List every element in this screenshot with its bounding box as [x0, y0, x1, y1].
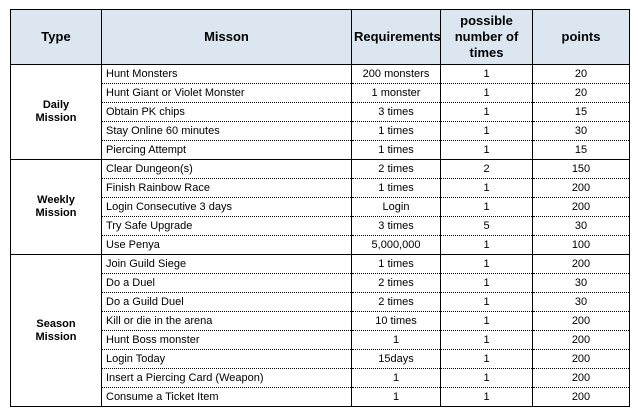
mission-name-cell: Hunt Boss monster [102, 331, 352, 350]
table-row [11, 293, 630, 312]
possible-times-cell: 1 [441, 293, 533, 312]
possible-times-cell: 1 [441, 84, 533, 103]
points-cell: 100 [533, 236, 630, 255]
requirement-cell: 5,000,000 [352, 236, 441, 255]
table-row [11, 369, 630, 388]
points-cell: 150 [533, 160, 630, 179]
points-cell: 200 [533, 179, 630, 198]
mission-type-cell [11, 65, 102, 160]
table-row [11, 122, 630, 141]
requirement-cell: 1 [352, 331, 441, 350]
table-row [11, 217, 630, 236]
header-requirements: Requirements [352, 10, 441, 65]
points-cell: 15 [533, 103, 630, 122]
requirement-cell: 2 times [352, 274, 441, 293]
points-cell: 30 [533, 293, 630, 312]
header-mission: Misson [102, 10, 352, 65]
table-row [11, 179, 630, 198]
mission-name-cell: Use Penya [102, 236, 352, 255]
mission-name-cell: Try Safe Upgrade [102, 217, 352, 236]
mission-type-line-1: Weekly [37, 194, 75, 206]
mission-name-cell: Finish Rainbow Race [102, 179, 352, 198]
requirement-cell: 10 times [352, 312, 441, 331]
possible-times-cell: 1 [441, 122, 533, 141]
requirement-cell: 1 [352, 388, 441, 407]
possible-times-cell: 1 [441, 350, 533, 369]
requirement-cell: 200 monsters [352, 65, 441, 84]
table-row [11, 160, 630, 179]
mission-type-line-2: Mission [35, 207, 77, 219]
table-row [11, 274, 630, 293]
table-row [11, 350, 630, 369]
mission-name-cell: Piercing Attempt [102, 141, 352, 160]
mission-table [10, 9, 630, 407]
table-row [11, 236, 630, 255]
possible-times-cell: 1 [441, 179, 533, 198]
table-row [11, 65, 630, 84]
points-cell: 30 [533, 274, 630, 293]
points-cell: 15 [533, 141, 630, 160]
points-cell: 200 [533, 388, 630, 407]
possible-times-cell: 2 [441, 160, 533, 179]
mission-type-line-2: Mission [35, 112, 77, 124]
possible-times-cell: 1 [441, 388, 533, 407]
mission-name-cell: Insert a Piercing Card (Weapon) [102, 369, 352, 388]
points-cell: 200 [533, 198, 630, 217]
header-row [11, 10, 630, 65]
header-type: Type [11, 10, 102, 65]
possible-times-cell: 1 [441, 65, 533, 84]
possible-times-cell: 1 [441, 103, 533, 122]
requirement-cell: 1 times [352, 179, 441, 198]
possible-times-cell: 1 [441, 312, 533, 331]
possible-times-cell: 1 [441, 274, 533, 293]
mission-name-cell: Kill or die in the arena [102, 312, 352, 331]
requirement-cell: 1 [352, 369, 441, 388]
possible-times-cell: 1 [441, 331, 533, 350]
points-cell: 20 [533, 84, 630, 103]
mission-name-cell: Do a Duel [102, 274, 352, 293]
table-row [11, 198, 630, 217]
mission-type-line-2: Mission [35, 330, 77, 343]
possible-times-cell: 1 [441, 141, 533, 160]
mission-name-cell: Hunt Giant or Violet Monster [102, 84, 352, 103]
points-cell: 20 [533, 65, 630, 84]
header-times-line-2: number of [454, 29, 519, 44]
header-possible-times [441, 10, 533, 65]
mission-name-cell: Obtain PK chips [102, 103, 352, 122]
possible-times-cell: 1 [441, 369, 533, 388]
table-header [11, 10, 630, 65]
requirement-cell: 1 times [352, 122, 441, 141]
header-times-line-3: times [469, 45, 504, 60]
requirement-cell: 1 times [352, 141, 441, 160]
table-row [11, 103, 630, 122]
requirement-cell: 2 times [352, 160, 441, 179]
points-cell: 200 [533, 255, 630, 274]
table-row [11, 331, 630, 350]
mission-type-cell [11, 160, 102, 255]
requirement-cell: 1 monster [352, 84, 441, 103]
mission-name-cell: Login Today [102, 350, 352, 369]
mission-type-cell [11, 255, 102, 407]
points-cell: 30 [533, 122, 630, 141]
header-times-line-1: possible [460, 13, 513, 28]
mission-name-cell: Clear Dungeon(s) [102, 160, 352, 179]
points-cell: 200 [533, 350, 630, 369]
header-points: points [533, 10, 630, 65]
table-row [11, 255, 630, 274]
points-cell: 200 [533, 312, 630, 331]
mission-name-cell: Consume a Ticket Item [102, 388, 352, 407]
mission-name-cell: Join Guild Siege [102, 255, 352, 274]
possible-times-cell: 1 [441, 198, 533, 217]
points-cell: 30 [533, 217, 630, 236]
requirement-cell: 3 times [352, 103, 441, 122]
table-row [11, 84, 630, 103]
points-cell: 200 [533, 331, 630, 350]
requirement-cell: 15days [352, 350, 441, 369]
mission-type-line-1: Season [36, 317, 76, 330]
possible-times-cell: 1 [441, 236, 533, 255]
mission-name-cell: Login Consecutive 3 days [102, 198, 352, 217]
requirement-cell: Login [352, 198, 441, 217]
mission-name-cell: Hunt Monsters [102, 65, 352, 84]
mission-name-cell: Stay Online 60 minutes [102, 122, 352, 141]
possible-times-cell: 1 [441, 255, 533, 274]
possible-times-cell: 5 [441, 217, 533, 236]
table-body [11, 65, 630, 407]
points-cell: 200 [533, 369, 630, 388]
requirement-cell: 3 times [352, 217, 441, 236]
mission-type-line-1: Daily [42, 99, 70, 111]
requirement-cell: 2 times [352, 293, 441, 312]
table-row [11, 312, 630, 331]
requirement-cell: 1 times [352, 255, 441, 274]
mission-name-cell: Do a Guild Duel [102, 293, 352, 312]
table-row [11, 141, 630, 160]
table-row [11, 388, 630, 407]
